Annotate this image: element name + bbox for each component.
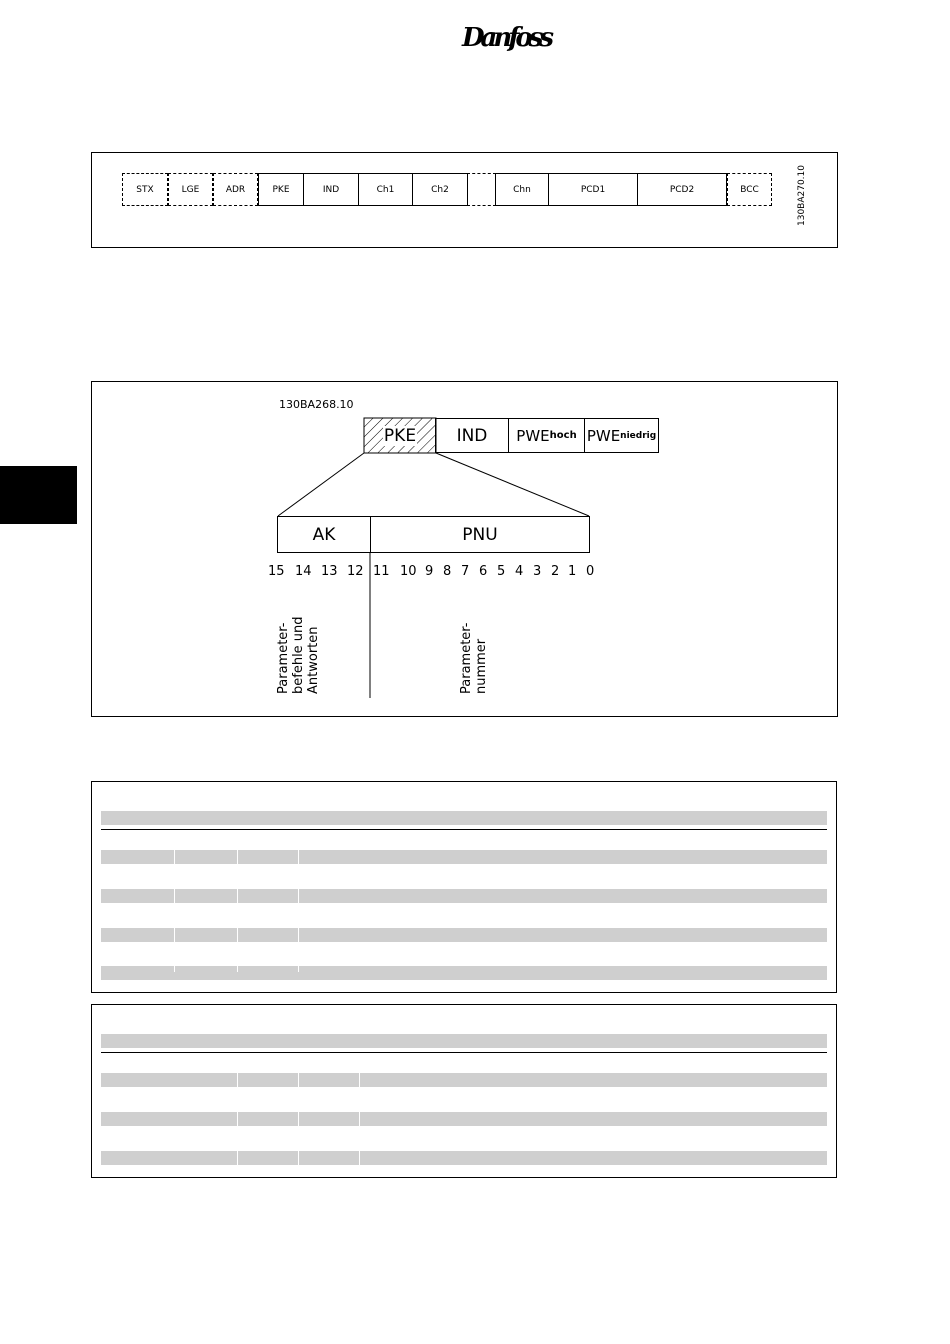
table-2-col-gap: [359, 1065, 360, 1169]
pwe-high-cell: PWE hoch: [508, 418, 585, 453]
table-row: [101, 966, 827, 980]
bit-2: 2: [551, 564, 560, 579]
bit-5: 5: [497, 564, 506, 579]
telegram-cell-pcd2: PCD2: [637, 173, 727, 206]
bit-9: 9: [425, 564, 434, 579]
bit-12: 12: [347, 564, 364, 579]
pke-figure: [91, 381, 838, 717]
telegram-cell-stx: STX: [122, 173, 168, 206]
telegram-figure: [91, 152, 838, 248]
pke-figure-code: 130BA268.10: [279, 398, 354, 411]
table-row: [101, 1112, 827, 1126]
bit-15: 15: [268, 564, 285, 579]
table-2-col-gap: [237, 1065, 238, 1169]
telegram-cell-gap: [467, 173, 496, 206]
table-1: [91, 781, 837, 993]
table-row: [101, 889, 827, 903]
pwe-low-cell: PWE niedrig: [584, 418, 659, 453]
table-row: [101, 1151, 827, 1165]
telegram-figure-code: 130BA270.10: [797, 164, 807, 226]
telegram-cell-ind: IND: [303, 173, 359, 206]
bit-10: 10: [400, 564, 417, 579]
table-1-col-gap: [174, 842, 175, 972]
telegram-cell-pcd1: PCD1: [548, 173, 638, 206]
bit-7: 7: [461, 564, 470, 579]
ak-description: Parameter- befehle und Antworten: [276, 616, 321, 694]
pnu-cell: PNU: [370, 516, 590, 553]
telegram-cell-pke: PKE: [258, 173, 304, 206]
table-row: [101, 1073, 827, 1087]
telegram-cell-lge: LGE: [168, 173, 213, 206]
bit-3: 3: [533, 564, 542, 579]
bit-1: 1: [568, 564, 577, 579]
bit-4: 4: [515, 564, 524, 579]
bit-11: 11: [373, 564, 390, 579]
pke-label: PKE: [383, 425, 417, 446]
bit-numbers: [92, 564, 837, 580]
telegram-cell-ch1: Ch1: [358, 173, 413, 206]
table-1-header-rule: [101, 829, 827, 830]
telegram-cell-adr: ADR: [213, 173, 258, 206]
table-1-col-gap: [298, 842, 299, 972]
bit-13: 13: [321, 564, 338, 579]
telegram-cell-chn: Chn: [495, 173, 549, 206]
table-1-col-gap: [237, 842, 238, 972]
logo-wordmark: Danfoss: [462, 23, 554, 53]
bit-0: 0: [586, 564, 595, 579]
table-2: [91, 1004, 837, 1178]
table-row: [101, 928, 827, 942]
bit-8: 8: [443, 564, 452, 579]
telegram-cell-bcc: BCC: [727, 173, 772, 206]
bit-6: 6: [479, 564, 488, 579]
chapter-tab: [0, 466, 77, 524]
table-1-header-row: [101, 811, 827, 825]
ak-cell: AK: [277, 516, 371, 553]
pnu-description: Parameter- nummer: [459, 622, 489, 694]
table-row: [101, 850, 827, 864]
telegram-cell-ch2: Ch2: [412, 173, 468, 206]
danfoss-logo: [460, 16, 560, 56]
table-2-header-row: [101, 1034, 827, 1048]
bit-14: 14: [295, 564, 312, 579]
ind-cell: IND: [435, 418, 509, 453]
table-2-header-rule: [101, 1052, 827, 1053]
table-2-col-gap: [298, 1065, 299, 1169]
